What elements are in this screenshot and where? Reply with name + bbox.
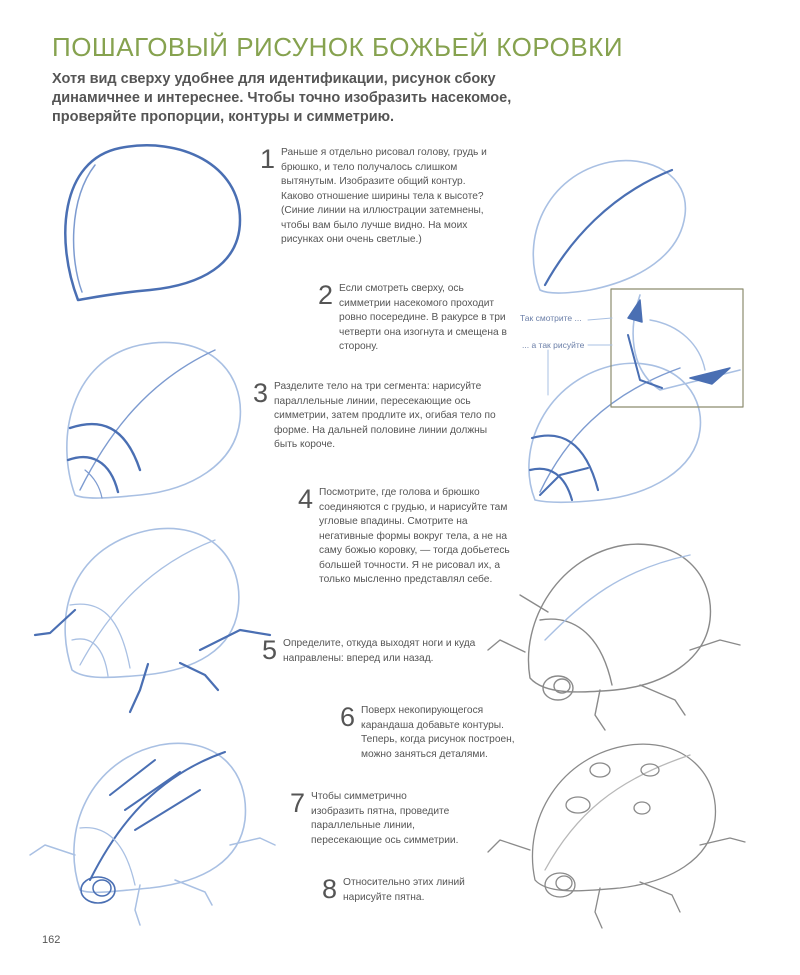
step-text: Если смотреть сверху, ось симметрии насекомого проходит ровно посередине. В ракурсе в три четверти она изогнута и смещена в сторону.	[339, 283, 507, 352]
sketch-step-4	[529, 363, 701, 502]
page-title: ПОШАГОВЫЙ РИСУНОК БОЖЬЕЙ КОРОВКИ	[52, 32, 624, 62]
sketch-step-3	[67, 342, 241, 498]
step-7	[290, 790, 460, 848]
step-1	[260, 146, 488, 248]
step-text: Определите, откуда выходят ноги и куда направлены: вперед или назад.	[283, 638, 476, 664]
step-text: Относительно этих линий нарисуйте пятна.	[343, 877, 465, 903]
step-text: Поверх некопирующегося карандаша добавьте контуры. Теперь, когда рисунок построен, можно заняться деталями.	[361, 705, 515, 760]
step-number: 6	[340, 702, 356, 732]
step-4	[298, 486, 510, 588]
step-number: 4	[298, 484, 314, 514]
page-number: 162	[42, 934, 61, 946]
step-number: 2	[318, 280, 334, 310]
sketch-step-1	[65, 145, 240, 300]
step-number: 8	[322, 874, 338, 904]
step-number: 1	[260, 144, 276, 174]
step-8	[322, 876, 492, 905]
sketch-step-6	[488, 544, 740, 730]
step-text: Раньше я отдельно рисовал голову, грудь и брюшко, и тело получалось слишком вытянутым. Изобразите общий контур. Каково отношение ширины тела к высоте? (Синие линии на иллюстрации затемнены, чтобы вам было лучше видно. На моих рисунках они очень светлые.)	[281, 147, 487, 245]
callout-look: Так смотрите ...	[520, 313, 582, 323]
step-text: Чтобы симметрично изобразить пятна, проведите параллельные линии, пересекающие ось симметрии.	[311, 791, 459, 846]
step-text: Разделите тело на три сегмента: нарисуйте параллельные линии, пересекающие ось симметрии, затем продлите их, огибая тело по форме. На дальней половине линии должны быть короче.	[274, 381, 496, 450]
step-2	[318, 282, 508, 355]
step-6	[340, 704, 535, 762]
callout-draw: ... а так рисуйте	[522, 340, 585, 350]
sketch-step-8	[488, 744, 745, 928]
step-number: 7	[290, 788, 306, 818]
step-text: Посмотрите, где голова и брюшко соединяются с грудью, и нарисуйте там угловые впадины. Смотрите на негативные формы вокруг тела, а не на саму божью коровку, — тогда добьетесь большей точности. Я не рисовал их, а только мысленно представлял себе.	[319, 487, 510, 585]
sketch-step-2	[533, 161, 685, 293]
sketch-step-7	[30, 743, 275, 925]
step-3	[253, 380, 498, 453]
intro-paragraph: Хотя вид сверху удобнее для идентификации, рисунок сбоку динамичнее и интереснее. Чтобы точно изобразить насекомое, проверяйте пропорции, контуры и симметрию.	[52, 71, 512, 125]
step-5	[262, 637, 477, 666]
sketch-step-5	[35, 528, 270, 712]
step-number: 5	[262, 635, 278, 665]
step-number: 3	[253, 378, 269, 408]
